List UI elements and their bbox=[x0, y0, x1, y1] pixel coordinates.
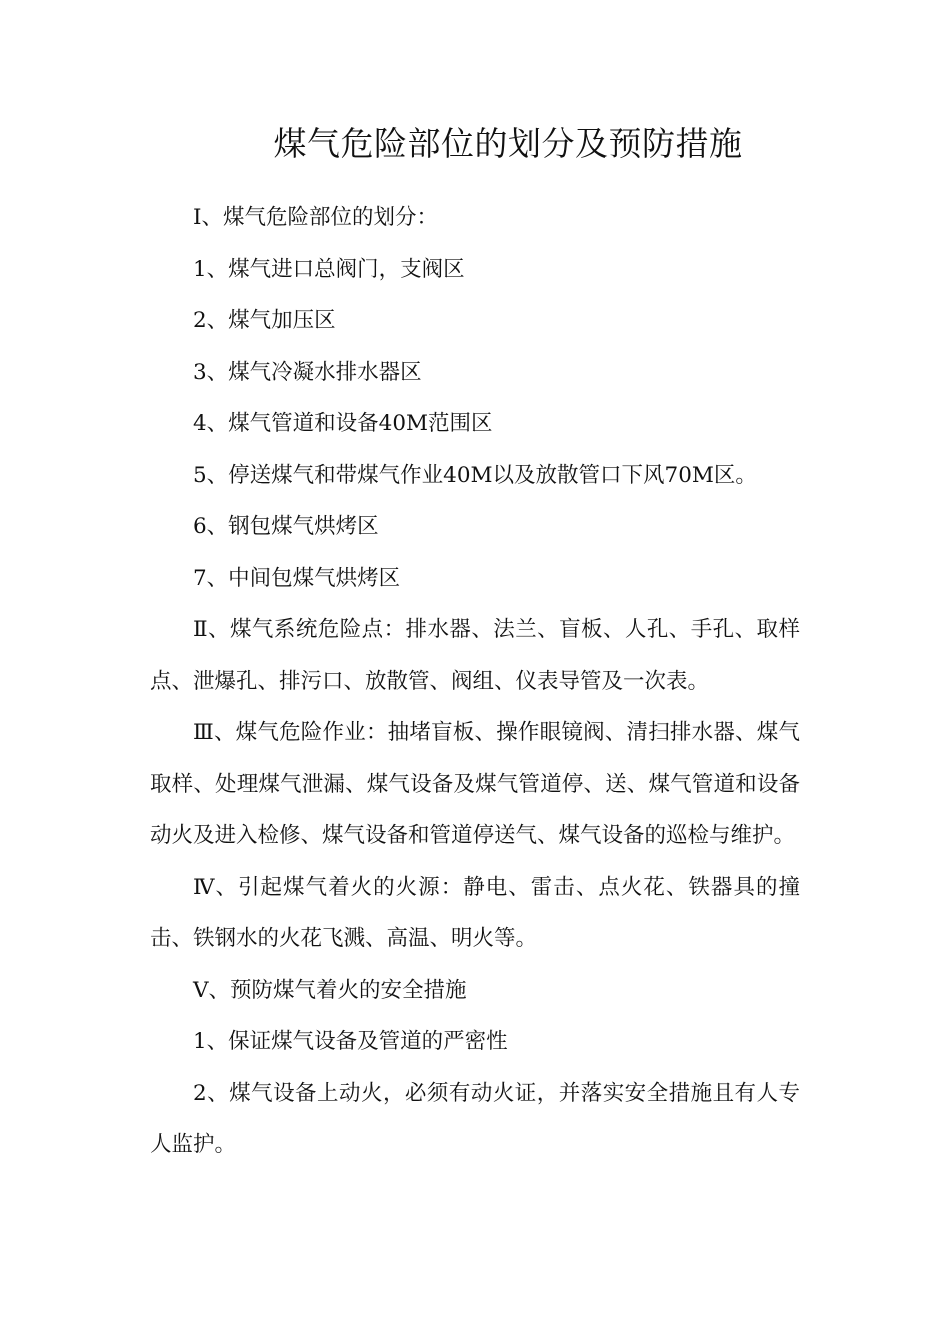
list-item: 6、钢包煤气烘烤区 bbox=[193, 514, 379, 539]
section-heading-1: I、煤气危险部位的划分： bbox=[193, 205, 438, 230]
section-heading-5: V、预防煤气着火的安全措施 bbox=[193, 977, 467, 1003]
list-item: 3、煤气冷凝水排水器区 bbox=[193, 359, 422, 385]
list-item: 4、煤气管道和设备40M范围区 bbox=[193, 411, 493, 436]
document-title: 煤气危险部位的划分及预防措施 bbox=[273, 124, 743, 163]
list-item: 5、停送煤气和带煤气作业40M以及放散管口下风70M区。 bbox=[193, 462, 757, 488]
list-item: 1、保证煤气设备及管道的严密性 bbox=[193, 1029, 508, 1054]
list-item: 2、煤气加压区 bbox=[193, 308, 336, 333]
list-item: 2、煤气设备上动火，必须有动火证，并落实安全措施且有人专人监护。 bbox=[150, 1080, 800, 1157]
section-paragraph-2: Ⅱ、煤气系统危险点：排水器、法兰、盲板、人孔、手孔、取样点、泄爆孔、排污口、放散管、阀组、仪表导管及一次表。 bbox=[150, 617, 800, 694]
document-body bbox=[150, 192, 800, 1171]
section-paragraph-3: Ⅲ、煤气危险作业：抽堵盲板、操作眼镜阀、清扫排水器、煤气取样、处理煤气泄漏、煤气设备及煤气管道停、送、煤气管道和设备动火及进入检修、煤气设备和管道停送气、煤气设备的巡检与维护。 bbox=[150, 720, 800, 848]
list-item: 1、煤气进口总阀门，支阀区 bbox=[193, 256, 465, 282]
section-paragraph-4: Ⅳ、引起煤气着火的火源：静电、雷击、点火花、铁器具的撞击、铁钢水的火花飞溅、高温、明火等。 bbox=[150, 874, 800, 951]
list-item: 7、中间包煤气烘烤区 bbox=[193, 565, 401, 591]
